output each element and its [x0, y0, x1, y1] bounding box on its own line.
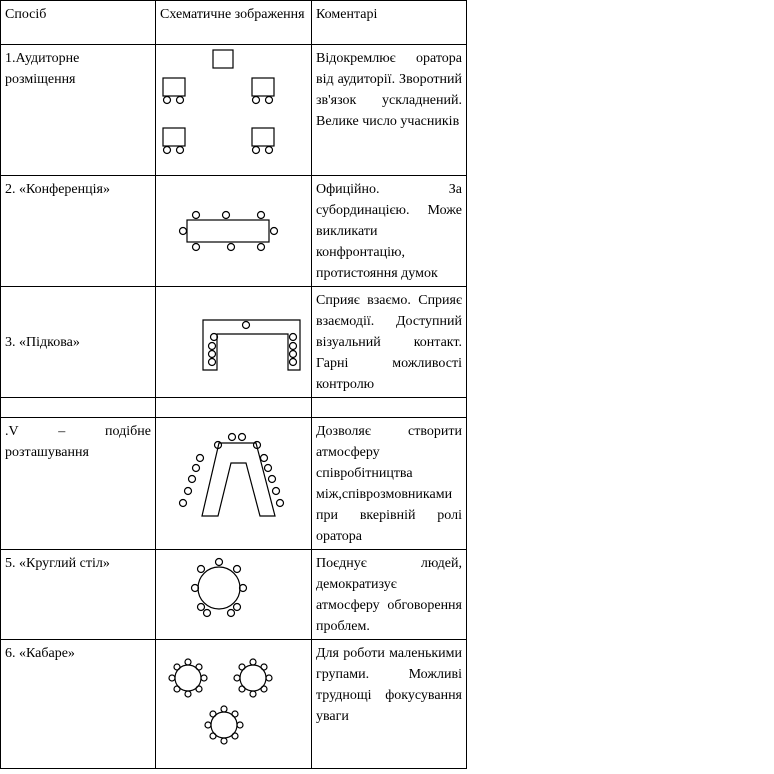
table-row	[1, 640, 467, 769]
table-row	[1, 45, 467, 176]
diagram-cell	[156, 287, 312, 398]
v-shaped-table-icon	[156, 418, 312, 549]
diagram-cell	[156, 176, 312, 287]
horseshoe-table-icon	[156, 287, 312, 396]
cabaret-tables-icon	[156, 640, 312, 768]
empty-cell	[1, 398, 156, 418]
method-cell: 5. «Круглий стіл»	[1, 550, 156, 640]
table-row	[1, 398, 467, 418]
method-cell: 1.Аудиторне розміщення	[1, 45, 156, 176]
comment-cell: Для роботи маленькими групами. Можливі труднощі фокусування уваги	[312, 640, 467, 769]
diagram-cell	[156, 550, 312, 640]
auditorium-seating-icon	[156, 45, 312, 175]
header-comment: Коментарі	[312, 1, 467, 45]
comment-cell: Дозволяє створити атмосферу співробітництва між,співрозмовниками при вкерівній ролі оратора	[312, 418, 467, 550]
method-cell: 2. «Конференція»	[1, 176, 156, 287]
diagram-cell	[156, 418, 312, 550]
empty-cell	[156, 398, 312, 418]
header-method: Спосіб	[1, 1, 156, 45]
comment-cell: Офиційно. За субординацією. Може викликати конфронтацію, протистояння думок	[312, 176, 467, 287]
method-cell: 6. «Кабаре»	[1, 640, 156, 769]
comment-cell: Сприяє взаємо. Сприяє взаємодії. Доступний візуальний контакт. Гарні можливості контролю	[312, 287, 467, 398]
method-cell: .V – подібне розташування	[1, 418, 156, 550]
table-row	[1, 418, 467, 550]
table-row	[1, 176, 467, 287]
comment-cell: Поєднує людей, демократизує атмосферу обговорення проблем.	[312, 550, 467, 640]
comment-cell: Відокремлює оратора від аудиторії. Зворотний зв'язок ускладнений. Велике число учасників	[312, 45, 467, 176]
table-header-row	[1, 1, 467, 45]
table-row	[1, 550, 467, 640]
conference-table-icon	[156, 176, 312, 282]
method-cell: 3. «Підкова»	[1, 287, 156, 398]
empty-cell	[312, 398, 467, 418]
table-row	[1, 287, 467, 398]
diagram-cell	[156, 640, 312, 769]
diagram-cell	[156, 45, 312, 176]
header-diagram: Схематичне зображення	[156, 1, 312, 45]
round-table-icon	[156, 550, 312, 636]
